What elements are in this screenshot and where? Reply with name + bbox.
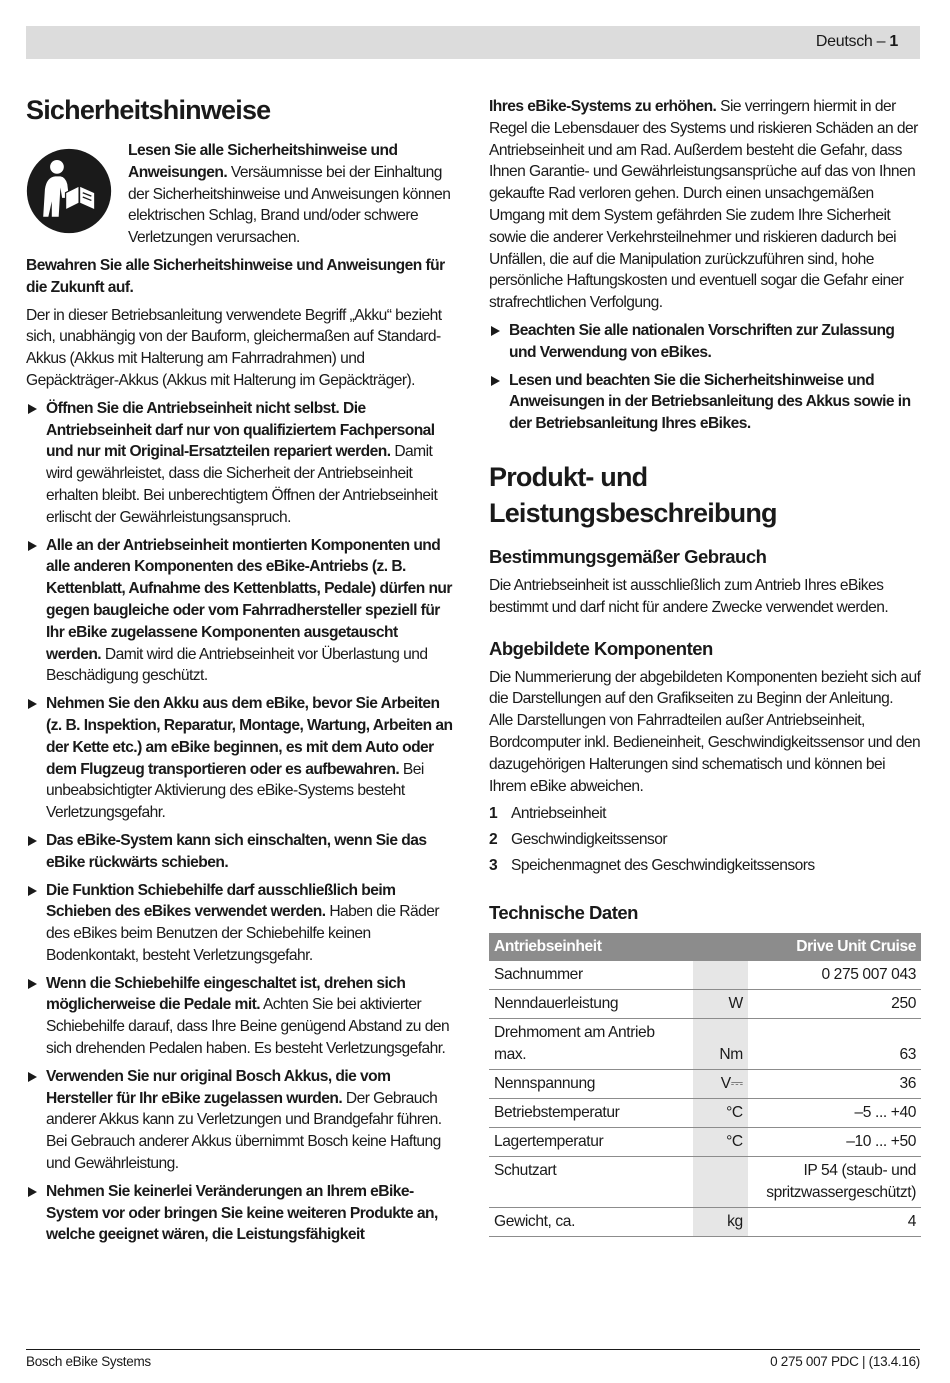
component-label: Geschwindigkeitssensor [511,831,668,849]
bullet-text: Achten Sie bei aktivierter Schiebehilfe darauf, dass Ihre Beine genügend Abstand zu den sich drehenden Pedalen haben. Es besteht Verletzungsgefahr. [46,996,450,1058]
bullet-bold: Lesen und beachten Sie die Sicherheitshinweise und Anweisungen in der Betriebsanleitung des Akkus sowie in der Betriebsanleitung Ihres eBikes. [509,371,911,433]
row-unit: W [693,989,748,1018]
bullet-item [489,370,921,435]
table-header-row [489,933,921,961]
components-list [489,803,921,876]
bullet-bold: Nehmen Sie den Akku aus dem eBike, bevor Sie Arbeiten (z. B. Inspektion, Reparatur, Montage, Wartung, Arbeiten an der Kette etc.) am eBike beginnen, es mit dem Auto oder dem Flugzeug transportieren oder es aufbewahren. [46,695,453,778]
bullet-bold: Das eBike-System kann sich einschalten, wenn Sie das eBike rückwärts schieben. [46,831,427,871]
component-number: 1 [489,805,498,823]
bullet-item [489,320,921,364]
header-page-number: 1 [889,33,898,50]
intro-block [26,140,456,249]
table-row [489,1098,921,1127]
component-number: 2 [489,831,498,849]
bullet-item [26,830,456,874]
bullet-text: Damit wird gewährleistet, dass die Sicherheit der Antriebseinheit erhalten bleibt. Bei unberechtigtem Öffnen der Antriebseinheit erlischt der Gewährleistungsanspruch. [46,443,438,526]
usage-heading: Bestimmungsgemäßer Gebrauch [489,545,767,567]
row-label: Gewicht, ca. [489,1207,693,1236]
row-label: Nenndauerleistung [489,989,693,1018]
component-label: Antriebseinheit [511,805,606,823]
bullet-bold: Wenn die Schiebehilfe eingeschaltet ist, drehen sich möglicherweise die Pedale mit. [46,974,406,1014]
row-label: Nennspannung [489,1069,693,1098]
table-header-left: Antriebseinheit [489,933,748,961]
product-section-title: Produkt- und Leistungsbeschreibung [489,461,777,528]
bullet-bold: Die Funktion Schiebehilfe darf ausschließlich beim Schieben des eBikes verwendet werden. [46,881,396,921]
row-value: 4 [748,1207,921,1236]
table-row [489,1127,921,1156]
table-row [489,1069,921,1098]
row-value: 36 [748,1069,921,1098]
safety-bullets [26,398,456,1246]
table-header-right: Drive Unit Cruise [748,933,921,961]
component-label: Speichenmagnet des Geschwindigkeitssensors [511,856,815,874]
bullet-item [26,693,456,824]
list-item [489,829,921,851]
page-header-label [816,33,898,51]
left-column [26,92,456,1252]
right-column [489,96,921,1237]
row-label: Betriebstemperatur [489,1098,693,1127]
list-item [489,855,921,877]
row-label: Schutzart [489,1156,693,1207]
components-text-2: Alle Darstellungen von Fahrradteilen außer Antriebseinheit, Bordcomputer inkl. Bedieneinheit, Geschwindigkeitssensor und den dazugehörigen Halterungen sind schematisch und können bei Ihrem eBike abweichen. [489,712,921,795]
components-heading: Abgebildete Komponenten [489,637,713,659]
table-row [489,961,921,990]
keep-notice: Bewahren Sie alle Sicherheitshinweise und Anweisungen für die Zukunft auf. [26,256,445,296]
row-label: Drehmoment am Antrieb max. [489,1018,693,1069]
row-unit [693,961,748,990]
intro-bold: Lesen Sie alle Sicherheitshinweise und Anweisungen. [128,142,398,181]
bullet-item [26,535,456,688]
row-unit: kg [693,1207,748,1236]
bullet-item [26,398,456,529]
row-unit [693,1156,748,1207]
header-language: Deutsch [815,33,873,50]
continuation-body: Sie verringern hiermit in der Regel die Lebensdauer des Systems und riskieren Schäden an der Antriebseinheit und am Rad. Außerdem besteht die Gefahr, dass Ihnen Garantie- und Gewährleistungsansprüche auf das von Ihnen gekaufte Rad verloren gehen. Durch einen unsachgemäßen Umgang mit dem System gefährden Sie zudem Ihre Sicherheit sowie die anderer Verkehrsteilnehmer und riskieren dadurch bei Unfällen, die auf die Manipulation zurückzuführen sind, hohe persönliche Haftungskosten und eventuell sogar die Gefahr einer strafrechtlichen Verfolgung. [489,98,918,312]
table-row [489,1156,921,1207]
akku-paragraph: Der in dieser Betriebsanleitung verwendete Begriff „Akku“ bezieht sich, unabhängig von der Bauform, gleichermaßen auf Standard-Akkus (Akkus mit Halterung am Fahrradrahmen) und Gepäckträger-Akkus (Akkus mit Halterung im Gepäckträger). [26,306,442,389]
footer-divider [26,1349,920,1350]
list-item [489,803,921,825]
bullet-bold: Öffnen Sie die Antriebseinheit nicht selbst. Die Antriebseinheit darf nur von qualifiziertem Fachpersonal und nur mit Original-Ersatzteilen repariert werden. [46,399,435,461]
row-value: 63 [748,1018,921,1069]
bullet-text: Der Gebrauch anderer Akkus kann zu Verletzungen und Brandgefahr führen. Bei Gebrauch anderer Akkus übernimmt Bosch keine Haftung und Gewährleistung. [46,1089,442,1173]
bullet-bold: Beachten Sie alle nationalen Vorschriften zur Zulassung und Verwendung von eBikes. [509,321,895,361]
read-manual-icon [26,148,112,234]
continuation-paragraph [489,96,921,314]
row-unit: V⎓ [693,1069,748,1098]
bullet-text: Damit wird die Antriebseinheit vor Überlastung und Beschädigung geschützt. [46,645,428,685]
bullet-item [26,973,456,1060]
row-label: Lagertemperatur [489,1127,693,1156]
table-row [489,989,921,1018]
intro-text [128,140,456,249]
bullet-item [26,1066,456,1175]
components-text-1: Die Nummerierung der abgebildeten Komponenten bezieht sich auf die Darstellungen auf den Grafikseiten zu Beginn der Anleitung. [489,668,921,708]
row-value: 0 275 007 043 [748,961,921,990]
bullet-bold: Verwenden Sie nur original Bosch Akkus, die vom Hersteller für Ihr eBike zugelassen wurden. [46,1067,391,1107]
table-row [489,1018,921,1069]
table-row [489,1207,921,1236]
regulation-bullets [489,320,921,435]
bullet-item [26,880,456,967]
tech-heading: Technische Daten [489,901,638,923]
row-unit: °C [693,1127,748,1156]
bullet-text: Haben die Räder des eBikes beim Benutzen der Schiebehilfe keinen Bodenkontakt, besteht Verletzungsgefahr. [46,903,439,964]
row-value: –10 ... +50 [748,1127,921,1156]
row-unit: °C [693,1098,748,1127]
bullet-item [26,1181,456,1246]
intro-body: Versäumnisse bei der Einhaltung der Sicherheitshinweise und Anweisungen können elektrischen Schlag, Brand und/oder schwere Verletzungen verursachen. [128,163,451,247]
row-unit: Nm [693,1018,748,1069]
bullet-bold: Alle an der Antriebseinheit montierten Komponenten und alle anderen Komponenten des eBike-Antriebs (z. B. Kettenblatt, Aufnahme des Kettenblatts, Pedale) dürfen nur gegen baugleiche oder vom Fahrradhersteller speziell für Ihr eBike zugelassene Komponenten ausgetauscht werden. [46,536,452,663]
tech-data-table [489,933,921,1237]
row-value: IP 54 (staub- und spritzwassergeschützt) [748,1156,921,1207]
row-label: Sachnummer [489,961,693,990]
page-header [26,26,920,59]
header-separator: – [872,33,890,50]
row-value: –5 ... +40 [748,1098,921,1127]
footer-brand: Bosch eBike Systems [26,1354,151,1369]
usage-text: Die Antriebseinheit ist ausschließlich zum Antrieb Ihres eBikes bestimmt und darf nicht für andere Zwecke verwendet werden. [489,576,889,616]
safety-title: Sicherheitshinweise [26,95,271,125]
continuation-bold: Ihres eBike-Systems zu erhöhen. [489,98,717,115]
footer-doc-number: 0 275 007 PDC | (13.4.16) [770,1354,920,1369]
bullet-bold: Nehmen Sie keinerlei Veränderungen an Ihrem eBike-System vor oder bringen Sie keine weiteren Produkte an, welche geeignet wären, die Leistungsfähigkeit [46,1182,438,1244]
row-value: 250 [748,989,921,1018]
bullet-text: Bei unbeabsichtigter Aktivierung des eBike-Systems besteht Verletzungsgefahr. [46,760,424,822]
component-number: 3 [489,856,498,874]
